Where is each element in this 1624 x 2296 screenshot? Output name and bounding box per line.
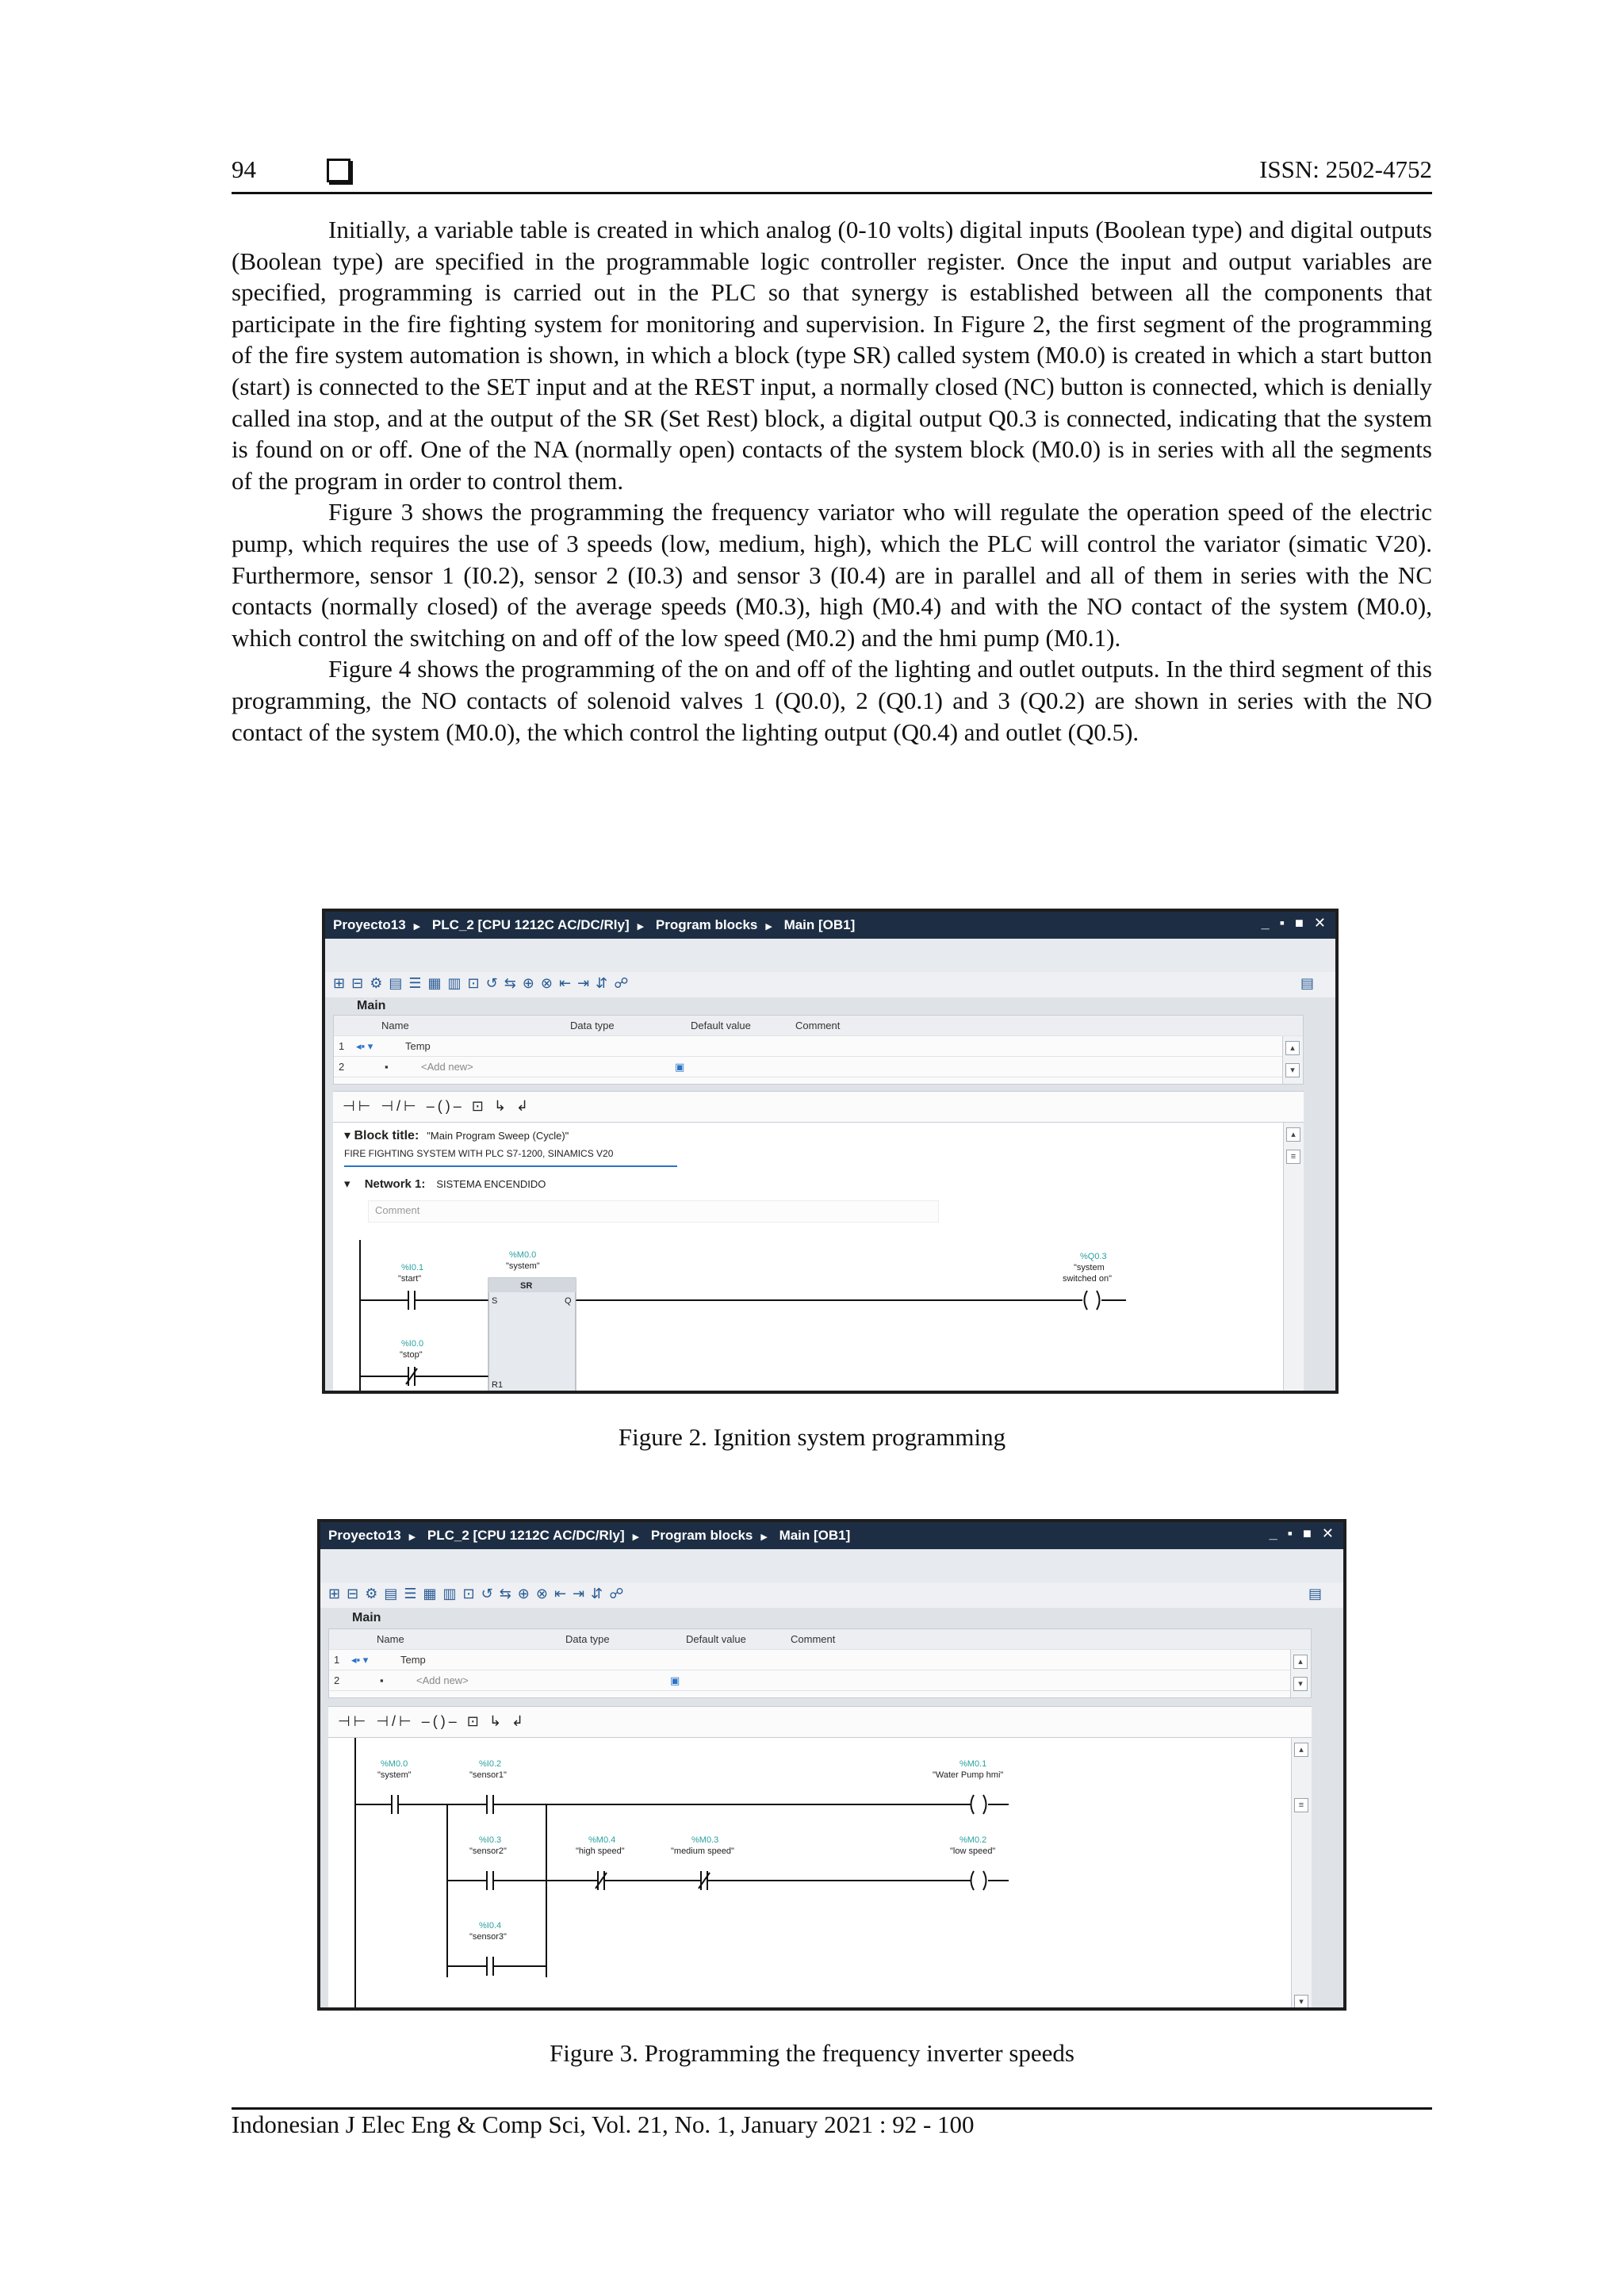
window-titlebar: Proyecto13 ▶ PLC_2 [CPU 1212C AC/DC/Rly] ▶ Program blocks ▶ Main [OB1] _ ▪ ■ ✕ bbox=[320, 1522, 1343, 1549]
interface-table bbox=[333, 1015, 1304, 1085]
coil-pump-left-arc bbox=[971, 1795, 975, 1814]
scroll-up-icon[interactable]: ▴ bbox=[1293, 1655, 1308, 1669]
scroll-thumb-icon[interactable]: ≡ bbox=[1286, 1150, 1300, 1164]
toolbar-icon[interactable]: ⊟ bbox=[347, 1586, 362, 1601]
bullet-icon: ▪ bbox=[385, 1061, 389, 1073]
toolbar-icon[interactable]: ⊗ bbox=[535, 1586, 550, 1601]
gray-strip bbox=[325, 939, 1335, 972]
scroll-down-icon[interactable]: ▾ bbox=[1285, 1063, 1300, 1077]
paragraph: Initially, a variable table is created in which analog (0-10 volts) digital inputs (Boolean type) and digital outputs (Boolean type) are specified in the programmable logic controller register. Once the input and output variables are specified, programming is carried out in the PLC so that synergy is established between all the components that participate in the fire fighting system for monitoring and supervision. In Figure 2, the first segment of the programming of the fire system automation is shown, in which a block (type SR) called system (M0.0) is created in which a start button (start) is connected to the SET input and at the REST input, a normally closed (NC) button is connected, which is denially called ina stop, and at the output of the SR (Set Rest) block, a digital output Q0.3 is connected, indicating that the system is found on or off. One of the NA (normally open) contacts of the system block (M0.0) is in series with all the segments of the program in order to control them. bbox=[232, 216, 1432, 495]
medium-address: %M0.3 bbox=[691, 1835, 719, 1845]
block-description[interactable]: FIRE FIGHTING SYSTEM WITH PLC S7-1200, SINAMICS V20 bbox=[344, 1143, 677, 1167]
toolbar-icon[interactable]: ⚙ bbox=[365, 1586, 381, 1601]
sensor1-address: %I0.2 bbox=[479, 1759, 502, 1769]
scroll-up-icon[interactable]: ▴ bbox=[1286, 1127, 1300, 1142]
footer-rule bbox=[232, 2107, 1432, 2110]
window-titlebar: Proyecto13 ▶ PLC_2 [CPU 1212C AC/DC/Rly] ▶ Program blocks ▶ Main [OB1] _ ▪ ■ ✕ bbox=[325, 912, 1335, 939]
breadcrumb-main[interactable]: Main [OB1] bbox=[779, 1528, 851, 1543]
coil-low-left-arc bbox=[971, 1871, 975, 1890]
gray-strip bbox=[320, 1549, 1343, 1582]
low-tag: "low speed" bbox=[950, 1846, 996, 1856]
network-comment-field[interactable]: Comment bbox=[368, 1200, 939, 1223]
scrollbar[interactable] bbox=[1282, 1036, 1303, 1084]
toolbar-icon[interactable]: ▦ bbox=[423, 1586, 439, 1601]
block-title-value[interactable]: "Main Program Sweep (Cycle)" bbox=[427, 1130, 569, 1142]
toolbar-icon[interactable]: ▤ bbox=[389, 975, 405, 991]
row-number: 1 bbox=[334, 1654, 340, 1666]
col-header-default-value: Default value bbox=[691, 1020, 751, 1031]
toolbar-icon[interactable]: ▥ bbox=[447, 975, 464, 991]
ladder-canvas bbox=[333, 1123, 1304, 1394]
section-icon: ◂▪ ▾ bbox=[356, 1040, 373, 1052]
toolbar-icon[interactable]: ⇆ bbox=[499, 1586, 514, 1601]
section-icon: ◂▪ ▾ bbox=[351, 1654, 369, 1666]
figure-3-screenshot bbox=[317, 1519, 1346, 2011]
sr-pin-r1: R1 bbox=[492, 1380, 504, 1390]
bullet-icon: ▪ bbox=[380, 1674, 384, 1686]
breadcrumb-program-blocks[interactable]: Program blocks bbox=[655, 917, 758, 932]
paragraph: Figure 4 shows the programming of the on and off of the lighting and outlet outputs. In the third segment of this programming, the NO contacts of solenoid valves 1 (Q0.0), 2 (Q0.1) and 3 (Q0.2) are shown in series with the NO contact of the system (M0.0), the which control the lighting output (Q0.4) and outlet (Q0.5). bbox=[232, 655, 1432, 746]
sensor1-tag: "sensor1" bbox=[469, 1770, 507, 1780]
add-new-cell[interactable]: <Add new> bbox=[421, 1061, 473, 1073]
system-tag: "system" bbox=[377, 1770, 412, 1780]
block-name-label: Main bbox=[352, 1611, 381, 1624]
toolbar-icon[interactable]: ↺ bbox=[485, 975, 500, 991]
pump-tag: "Water Pump hmi" bbox=[933, 1770, 1004, 1780]
toolbar-icon[interactable]: ☍ bbox=[609, 1586, 626, 1601]
figure-2-screenshot bbox=[322, 909, 1339, 1394]
table-row[interactable] bbox=[334, 1057, 1303, 1077]
toolbar-icon[interactable]: ⊞ bbox=[333, 975, 348, 991]
breadcrumb-plc[interactable]: PLC_2 [CPU 1212C AC/DC/Rly] bbox=[431, 917, 630, 932]
row-number: 2 bbox=[334, 1674, 340, 1686]
toolbar-icon[interactable]: ▦ bbox=[427, 975, 444, 991]
add-new-cell[interactable]: <Add new> bbox=[416, 1674, 469, 1686]
body-text bbox=[232, 214, 1432, 748]
dropdown-icon[interactable]: ▣ bbox=[675, 1061, 685, 1073]
start-tag: "start" bbox=[398, 1274, 422, 1284]
toolbar-icon[interactable]: ⇤ bbox=[558, 975, 574, 991]
row-name: Temp bbox=[400, 1654, 426, 1666]
network-title[interactable]: SISTEMA ENCENDIDO bbox=[436, 1178, 546, 1190]
toolbar-icon[interactable]: ⇆ bbox=[504, 975, 519, 991]
scrollbar[interactable] bbox=[1290, 1650, 1311, 1697]
output-tag-line1: "system bbox=[1074, 1263, 1105, 1272]
breadcrumb-plc[interactable]: PLC_2 [CPU 1212C AC/DC/Rly] bbox=[427, 1528, 625, 1543]
network-label: Network 1: bbox=[364, 1177, 426, 1191]
toolbar-icon[interactable]: ⇤ bbox=[553, 1586, 569, 1601]
toolbar-icon[interactable]: ⚙ bbox=[370, 975, 385, 991]
row-number: 2 bbox=[339, 1061, 345, 1073]
row-number: 1 bbox=[339, 1040, 345, 1052]
toolbar-icon[interactable]: ⇵ bbox=[596, 975, 611, 991]
paragraph: Figure 3 shows the programming the frequency variator who will regulate the operation speed of the electric pump, which requires the use of 3 speeds (low, medium, high), which the PLC will control the variator (simatic V20). Furthermore, sensor 1 (I0.2), sensor 2 (I0.3) and sensor 3 (I0.4) are in parallel and all of them in series with the NC contacts (normally closed) of the average speeds (M0.3), high (M0.4) and with the NO contact of the system (M0.0), which control the switching on and off of the low speed (M0.2) and the hmi pump (M0.1). bbox=[232, 498, 1432, 652]
toolbar-icon[interactable]: ▥ bbox=[442, 1586, 459, 1601]
table-row[interactable] bbox=[329, 1650, 1311, 1670]
sr-pin-q: Q bbox=[565, 1296, 572, 1306]
table-row[interactable] bbox=[329, 1670, 1311, 1691]
figure-3-caption: Figure 3. Programming the frequency inverter speeds bbox=[549, 2039, 1074, 2067]
col-header-name: Name bbox=[377, 1633, 404, 1645]
ladder-instruction-toolbar[interactable]: ⊣⊢ ⊣/⊢ –()– ⊡ ↳ ↲ bbox=[328, 1706, 1312, 1738]
toolbar-icon[interactable]: ☰ bbox=[408, 975, 424, 991]
breadcrumb-project[interactable]: Proyecto13 bbox=[333, 917, 406, 932]
header-rule bbox=[232, 192, 1432, 194]
sr-type: SR bbox=[520, 1281, 533, 1291]
toolbar-icon[interactable]: ☍ bbox=[614, 975, 631, 991]
scroll-up-icon[interactable]: ▴ bbox=[1294, 1743, 1308, 1757]
breadcrumb-main[interactable]: Main [OB1] bbox=[783, 917, 856, 932]
scroll-down-icon[interactable]: ▾ bbox=[1294, 1995, 1308, 2009]
scroll-thumb-icon[interactable]: ≡ bbox=[1294, 1798, 1308, 1812]
toolbar-icon[interactable]: ⊗ bbox=[540, 975, 555, 991]
low-address: %M0.2 bbox=[959, 1835, 987, 1845]
row-name: Temp bbox=[405, 1040, 431, 1052]
sensor3-tag: "sensor3" bbox=[469, 1932, 507, 1942]
sensor2-address: %I0.3 bbox=[479, 1835, 502, 1845]
block-title-label: Block title: bbox=[354, 1129, 419, 1142]
toolbar-icon[interactable]: ▤ bbox=[384, 1586, 400, 1601]
scroll-down-icon[interactable]: ▾ bbox=[1293, 1677, 1308, 1691]
toolbar-icon[interactable]: ⊡ bbox=[467, 975, 482, 991]
system-address: %M0.0 bbox=[381, 1759, 408, 1769]
output-address: %Q0.3 bbox=[1080, 1252, 1107, 1261]
start-address: %I0.1 bbox=[401, 1263, 424, 1272]
interface-table bbox=[328, 1628, 1312, 1698]
coil-pump-right-arc bbox=[983, 1795, 986, 1814]
panel-toggle-icon[interactable]: ▤ bbox=[1300, 975, 1316, 991]
stop-address: %I0.0 bbox=[401, 1339, 424, 1349]
toolbar-icon[interactable]: ⊟ bbox=[351, 975, 366, 991]
toolbar-icon[interactable]: ⇥ bbox=[573, 1586, 588, 1601]
table-row[interactable] bbox=[334, 1036, 1303, 1057]
editor-toolbar bbox=[320, 1582, 1343, 1608]
sensor2-tag: "sensor2" bbox=[469, 1846, 507, 1856]
page-header bbox=[232, 155, 1432, 193]
dropdown-icon[interactable]: ▣ bbox=[670, 1674, 680, 1686]
ladder-network-2 bbox=[328, 1738, 1320, 2011]
stop-tag: "stop" bbox=[400, 1350, 423, 1360]
panel-toggle-icon[interactable]: ▤ bbox=[1308, 1586, 1324, 1601]
col-header-comment: Comment bbox=[791, 1633, 836, 1645]
coil-left-arc bbox=[1085, 1291, 1088, 1310]
medium-tag: "medium speed" bbox=[671, 1846, 734, 1856]
col-header-name: Name bbox=[381, 1020, 409, 1031]
output-tag-line2: switched on" bbox=[1063, 1274, 1112, 1284]
table-header bbox=[334, 1016, 1303, 1036]
col-header-default-value: Default value bbox=[686, 1633, 746, 1645]
col-header-comment: Comment bbox=[795, 1020, 841, 1031]
breadcrumb-program-blocks[interactable]: Program blocks bbox=[650, 1528, 753, 1543]
scroll-up-icon[interactable]: ▴ bbox=[1285, 1041, 1300, 1055]
collapse-icon[interactable]: ▾ bbox=[344, 1177, 354, 1191]
figure-2-caption: Figure 2. Ignition system programming bbox=[618, 1423, 1006, 1451]
toolbar-icon[interactable]: ⇥ bbox=[577, 975, 592, 991]
issn-label: ISSN: 2502-4752 bbox=[1259, 155, 1432, 183]
col-header-data-type: Data type bbox=[565, 1633, 610, 1645]
ladder-instruction-toolbar[interactable]: ⊣⊢ ⊣/⊢ –()– ⊡ ↳ ↲ bbox=[333, 1091, 1304, 1123]
block-name-label: Main bbox=[357, 999, 386, 1012]
coil-low-right-arc bbox=[983, 1871, 986, 1890]
toolbar-icon[interactable]: ☰ bbox=[404, 1586, 419, 1601]
toolbar-icon[interactable]: ⊡ bbox=[462, 1586, 477, 1601]
toolbar-icon[interactable]: ⊕ bbox=[517, 1586, 532, 1601]
sensor3-address: %I0.4 bbox=[479, 1921, 502, 1931]
high-tag: "high speed" bbox=[576, 1846, 625, 1856]
page-number: 94 bbox=[232, 155, 256, 183]
ladder-network-1 bbox=[333, 1123, 1307, 1394]
toolbar-icon[interactable]: ↺ bbox=[481, 1586, 496, 1601]
editor-toolbar bbox=[325, 972, 1335, 997]
sr-tag: "system" bbox=[506, 1261, 540, 1271]
coil-right-arc bbox=[1097, 1291, 1100, 1310]
pump-address: %M0.1 bbox=[959, 1759, 987, 1769]
collapse-icon[interactable]: ▾ bbox=[344, 1129, 354, 1142]
toolbar-icon[interactable]: ⊞ bbox=[328, 1586, 343, 1601]
high-address: %M0.4 bbox=[588, 1835, 616, 1845]
window-controls[interactable]: _ ▪ ■ ✕ bbox=[1269, 1525, 1337, 1541]
sr-pin-s: S bbox=[492, 1296, 498, 1306]
toolbar-icon[interactable]: ⊕ bbox=[522, 975, 537, 991]
page-footer: Indonesian J Elec Eng & Comp Sci, Vol. 21, No. 1, January 2021 : 92 - 100 bbox=[232, 2110, 975, 2138]
sr-address: %M0.0 bbox=[509, 1250, 537, 1260]
window-controls[interactable]: _ ▪ ■ ✕ bbox=[1261, 915, 1329, 931]
checkbox-square-icon bbox=[327, 159, 350, 182]
ladder-canvas bbox=[328, 1738, 1312, 2011]
toolbar-icon[interactable]: ⇵ bbox=[591, 1586, 606, 1601]
breadcrumb-project[interactable]: Proyecto13 bbox=[328, 1528, 401, 1543]
col-header-data-type: Data type bbox=[570, 1020, 615, 1031]
table-header bbox=[329, 1629, 1311, 1650]
sr-block bbox=[488, 1278, 576, 1394]
